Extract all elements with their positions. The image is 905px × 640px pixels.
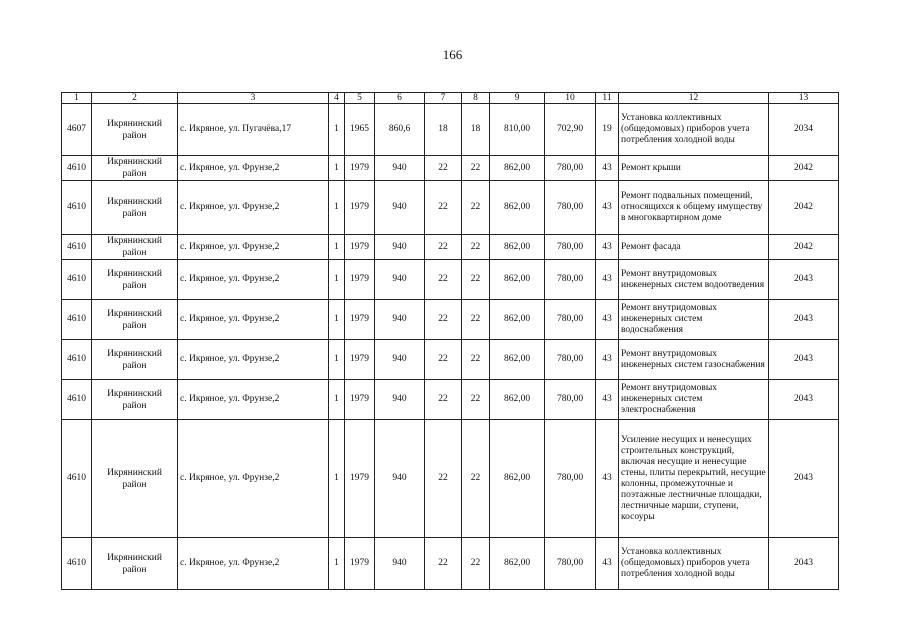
district-name: Икрянинский район bbox=[92, 340, 178, 380]
address: с. Икряное, ул. Пугачёва,17 bbox=[178, 104, 329, 156]
page-number: 166 bbox=[442, 47, 463, 62]
column-8-value: 22 bbox=[462, 181, 490, 235]
build-year: 1979 bbox=[345, 260, 375, 300]
works-register-table bbox=[61, 92, 839, 590]
work-type: Ремонт подвальных помещений, относящихся к общему имуществу в многоквартирном доме bbox=[619, 181, 769, 235]
column-10-value: 780,00 bbox=[545, 156, 596, 181]
column-7-value: 18 bbox=[425, 104, 462, 156]
planned-year: 2042 bbox=[769, 181, 839, 235]
column-4-value: 1 bbox=[329, 235, 345, 260]
planned-year: 2042 bbox=[769, 235, 839, 260]
work-type: Усиление несущих и ненесущих строительных конструкций, включая несущие и ненесущие стены, плиты перекрытий, несущие колонны, промежуточные и поэтажные лестничные площадки, лестничные марши, ступени, косоуры bbox=[619, 420, 769, 538]
column-number: 12 bbox=[619, 93, 769, 104]
column-10-value: 702,90 bbox=[545, 104, 596, 156]
column-8-value: 22 bbox=[462, 380, 490, 420]
address: с. Икряное, ул. Фрунзе,2 bbox=[178, 235, 329, 260]
district-name: Икрянинский район bbox=[92, 380, 178, 420]
column-6-value: 940 bbox=[375, 235, 425, 260]
build-year: 1979 bbox=[345, 156, 375, 181]
build-year: 1979 bbox=[345, 181, 375, 235]
column-9-value: 862,00 bbox=[490, 300, 545, 340]
work-type: Ремонт внутридомовых инженерных систем водоснабжения bbox=[619, 300, 769, 340]
column-7-value: 22 bbox=[425, 181, 462, 235]
column-7-value: 22 bbox=[425, 156, 462, 181]
column-6-value: 940 bbox=[375, 260, 425, 300]
work-type: Ремонт крыши bbox=[619, 156, 769, 181]
district-name: Икрянинский район bbox=[92, 420, 178, 538]
column-6-value: 860,6 bbox=[375, 104, 425, 156]
table-row bbox=[62, 420, 839, 538]
column-9-value: 862,00 bbox=[490, 156, 545, 181]
address: с. Икряное, ул. Фрунзе,2 bbox=[178, 260, 329, 300]
column-11-value: 43 bbox=[596, 235, 619, 260]
column-6-value: 940 bbox=[375, 380, 425, 420]
column-10-value: 780,00 bbox=[545, 235, 596, 260]
record-id: 4610 bbox=[62, 235, 92, 260]
column-9-value: 862,00 bbox=[490, 260, 545, 300]
table-row bbox=[62, 300, 839, 340]
planned-year: 2043 bbox=[769, 420, 839, 538]
address: с. Икряное, ул. Фрунзе,2 bbox=[178, 300, 329, 340]
column-4-value: 1 bbox=[329, 104, 345, 156]
column-number: 4 bbox=[329, 93, 345, 104]
build-year: 1979 bbox=[345, 300, 375, 340]
column-6-value: 940 bbox=[375, 300, 425, 340]
column-11-value: 43 bbox=[596, 156, 619, 181]
column-8-value: 22 bbox=[462, 300, 490, 340]
column-9-value: 862,00 bbox=[490, 181, 545, 235]
column-6-value: 940 bbox=[375, 420, 425, 538]
record-id: 4610 bbox=[62, 340, 92, 380]
column-number: 11 bbox=[596, 93, 619, 104]
column-4-value: 1 bbox=[329, 181, 345, 235]
planned-year: 2043 bbox=[769, 260, 839, 300]
column-number: 1 bbox=[62, 93, 92, 104]
column-4-value: 1 bbox=[329, 156, 345, 181]
build-year: 1979 bbox=[345, 235, 375, 260]
record-id: 4610 bbox=[62, 181, 92, 235]
column-10-value: 780,00 bbox=[545, 340, 596, 380]
build-year: 1979 bbox=[345, 340, 375, 380]
column-6-value: 940 bbox=[375, 156, 425, 181]
column-4-value: 1 bbox=[329, 538, 345, 590]
column-8-value: 22 bbox=[462, 420, 490, 538]
planned-year: 2042 bbox=[769, 156, 839, 181]
planned-year: 2034 bbox=[769, 104, 839, 156]
column-10-value: 780,00 bbox=[545, 181, 596, 235]
column-4-value: 1 bbox=[329, 260, 345, 300]
column-6-value: 940 bbox=[375, 340, 425, 380]
record-id: 4610 bbox=[62, 300, 92, 340]
planned-year: 2043 bbox=[769, 538, 839, 590]
column-9-value: 862,00 bbox=[490, 380, 545, 420]
column-9-value: 862,00 bbox=[490, 420, 545, 538]
column-8-value: 22 bbox=[462, 235, 490, 260]
column-7-value: 22 bbox=[425, 300, 462, 340]
column-9-value: 862,00 bbox=[490, 538, 545, 590]
table-row bbox=[62, 156, 839, 181]
column-11-value: 43 bbox=[596, 300, 619, 340]
column-11-value: 43 bbox=[596, 260, 619, 300]
column-number: 6 bbox=[375, 93, 425, 104]
column-7-value: 22 bbox=[425, 380, 462, 420]
column-number: 9 bbox=[490, 93, 545, 104]
column-7-value: 22 bbox=[425, 235, 462, 260]
column-11-value: 43 bbox=[596, 538, 619, 590]
column-10-value: 780,00 bbox=[545, 260, 596, 300]
column-7-value: 22 bbox=[425, 260, 462, 300]
work-type: Установка коллективных (общедомовых) приборов учета потребления холодной воды bbox=[619, 104, 769, 156]
column-8-value: 22 bbox=[462, 260, 490, 300]
column-number: 3 bbox=[178, 93, 329, 104]
planned-year: 2043 bbox=[769, 300, 839, 340]
district-name: Икрянинский район bbox=[92, 156, 178, 181]
column-10-value: 780,00 bbox=[545, 380, 596, 420]
district-name: Икрянинский район bbox=[92, 260, 178, 300]
column-8-value: 22 bbox=[462, 156, 490, 181]
column-10-value: 780,00 bbox=[545, 538, 596, 590]
table-row bbox=[62, 235, 839, 260]
column-number: 7 bbox=[425, 93, 462, 104]
record-id: 4610 bbox=[62, 538, 92, 590]
table-row bbox=[62, 181, 839, 235]
district-name: Икрянинский район bbox=[92, 300, 178, 340]
column-number: 13 bbox=[769, 93, 839, 104]
column-7-value: 22 bbox=[425, 340, 462, 380]
table-row bbox=[62, 104, 839, 156]
work-type: Ремонт фасада bbox=[619, 235, 769, 260]
district-name: Икрянинский район bbox=[92, 538, 178, 590]
column-8-value: 22 bbox=[462, 340, 490, 380]
build-year: 1979 bbox=[345, 420, 375, 538]
table-row bbox=[62, 340, 839, 380]
column-11-value: 43 bbox=[596, 380, 619, 420]
record-id: 4610 bbox=[62, 420, 92, 538]
column-11-value: 43 bbox=[596, 420, 619, 538]
work-type: Ремонт внутридомовых инженерных систем газоснабжения bbox=[619, 340, 769, 380]
address: с. Икряное, ул. Фрунзе,2 bbox=[178, 156, 329, 181]
table-row bbox=[62, 538, 839, 590]
column-number: 8 bbox=[462, 93, 490, 104]
column-9-value: 862,00 bbox=[490, 340, 545, 380]
planned-year: 2043 bbox=[769, 340, 839, 380]
column-9-value: 862,00 bbox=[490, 235, 545, 260]
column-11-value: 43 bbox=[596, 181, 619, 235]
table-row bbox=[62, 380, 839, 420]
table-row bbox=[62, 260, 839, 300]
planned-year: 2043 bbox=[769, 380, 839, 420]
column-8-value: 18 bbox=[462, 104, 490, 156]
address: с. Икряное, ул. Фрунзе,2 bbox=[178, 538, 329, 590]
record-id: 4610 bbox=[62, 380, 92, 420]
column-7-value: 22 bbox=[425, 538, 462, 590]
column-10-value: 780,00 bbox=[545, 420, 596, 538]
record-id: 4607 bbox=[62, 104, 92, 156]
work-type: Ремонт внутридомовых инженерных систем электроснабжения bbox=[619, 380, 769, 420]
column-4-value: 1 bbox=[329, 380, 345, 420]
district-name: Икрянинский район bbox=[92, 235, 178, 260]
column-number: 10 bbox=[545, 93, 596, 104]
address: с. Икряное, ул. Фрунзе,2 bbox=[178, 340, 329, 380]
address: с. Икряное, ул. Фрунзе,2 bbox=[178, 181, 329, 235]
column-7-value: 22 bbox=[425, 420, 462, 538]
column-number-row bbox=[62, 93, 839, 104]
column-9-value: 810,00 bbox=[490, 104, 545, 156]
column-number: 5 bbox=[345, 93, 375, 104]
work-type: Ремонт внутридомовых инженерных систем водоотведения bbox=[619, 260, 769, 300]
address: с. Икряное, ул. Фрунзе,2 bbox=[178, 420, 329, 538]
column-4-value: 1 bbox=[329, 340, 345, 380]
build-year: 1965 bbox=[345, 104, 375, 156]
column-8-value: 22 bbox=[462, 538, 490, 590]
column-6-value: 940 bbox=[375, 538, 425, 590]
column-number: 2 bbox=[92, 93, 178, 104]
column-4-value: 1 bbox=[329, 420, 345, 538]
district-name: Икрянинский район bbox=[92, 104, 178, 156]
column-10-value: 780,00 bbox=[545, 300, 596, 340]
work-type: Установка коллективных (общедомовых) приборов учета потребления холодной воды bbox=[619, 538, 769, 590]
build-year: 1979 bbox=[345, 380, 375, 420]
column-11-value: 43 bbox=[596, 340, 619, 380]
record-id: 4610 bbox=[62, 260, 92, 300]
column-11-value: 19 bbox=[596, 104, 619, 156]
build-year: 1979 bbox=[345, 538, 375, 590]
district-name: Икрянинский район bbox=[92, 181, 178, 235]
column-6-value: 940 bbox=[375, 181, 425, 235]
address: с. Икряное, ул. Фрунзе,2 bbox=[178, 380, 329, 420]
record-id: 4610 bbox=[62, 156, 92, 181]
column-4-value: 1 bbox=[329, 300, 345, 340]
